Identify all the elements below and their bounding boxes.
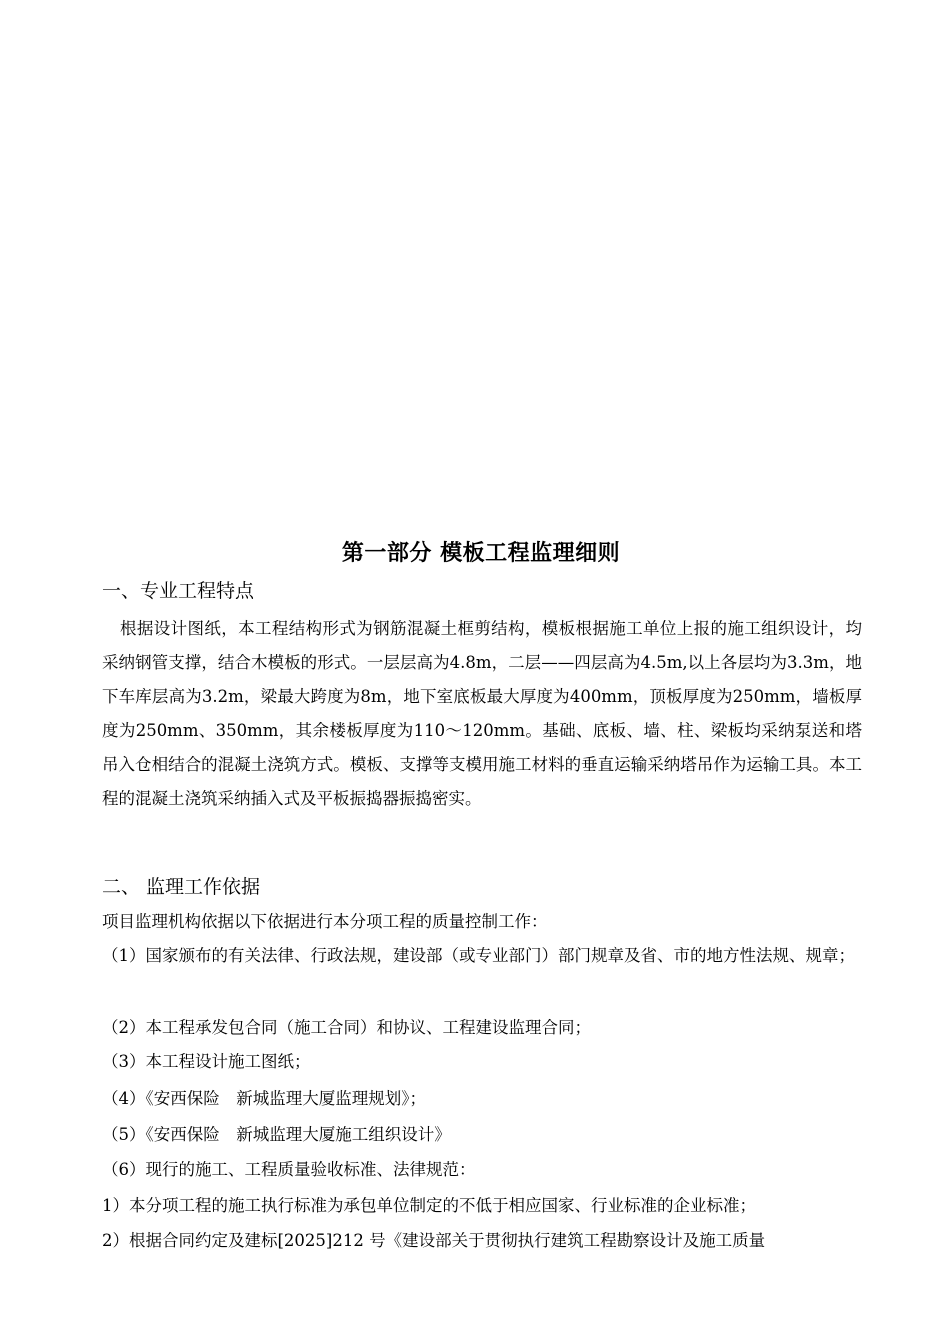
- basis-item-3: （3）本工程设计施工图纸；: [102, 1052, 311, 1071]
- basis-item-6: （6）现行的施工、工程质量验收标准、法律规范：: [102, 1160, 476, 1179]
- basis-item-4: （4）《安西保险 新城监理大厦监理规划》；: [102, 1089, 426, 1108]
- section-2-intro: 项目监理机构依据以下依据进行本分项工程的质量控制工作：: [102, 912, 548, 931]
- basis-item-2: （2）本工程承发包合同（施工合同）和协议、工程建设监理合同；: [102, 1018, 591, 1037]
- document-title: 第一部分 模板工程监理细则: [341, 540, 621, 566]
- basis-item-1: （1）国家颁布的有关法律、行政法规，建设部（或专业部门）部门规章及省、市的地方性法规、规章；: [102, 946, 855, 965]
- section-heading-1: 一、专业工程特点: [102, 580, 255, 602]
- basis-subitem-2: 2）根据合同约定及建标[2025]212 号《建设部关于贯彻执行建筑工程勘察设计及施工质量: [102, 1231, 766, 1250]
- basis-subitem-1: 1）本分项工程的施工执行标准为承包单位制定的不低于相应国家、行业标准的企业标准；: [102, 1196, 756, 1215]
- section-heading-2: 二、 监理工作依据: [102, 876, 261, 898]
- basis-item-5: （5）《安西保险 新城监理大厦施工组织设计》: [102, 1125, 451, 1144]
- section-1-paragraph: 根据设计图纸，本工程结构形式为钢筋混凝土框剪结构，模板根据施工单位上报的施工组织设计，均采纳钢管支撑，结合木模板的形式。一层层高为4.8m，二层——四层高为4.5m,以上各层均为3.3m，地下车库层高为3.2m，梁最大跨度为8m，地下室底板最大厚度为400mm，顶板厚度为250mm，墙板厚度为250mm、350mm，其余楼板厚度为110～120mm。基础、底板、墙、柱、梁板均采纳泵送和塔吊入仓相结合的混凝土浇筑方式。模板、支撑等支模用施工材料的垂直运输采纳塔吊作为运输工具。本工程的混凝土浇筑采纳插入式及平板振捣器振捣密实。: [102, 619, 862, 808]
